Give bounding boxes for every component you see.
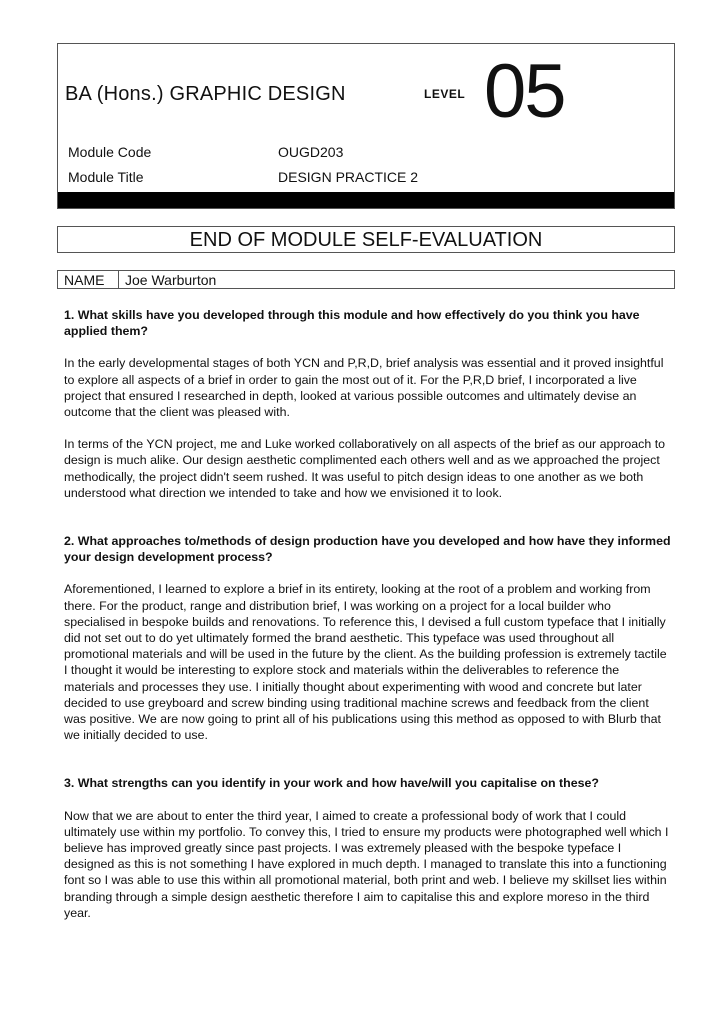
module-title-row [68, 169, 419, 185]
question-1: 1. What skills have you developed through this module and how effectively do you think you have applied them? [64, 308, 640, 339]
module-header [57, 43, 675, 209]
question-3: 3. What strengths can you identify in your work and how have/will you capitalise on these? [64, 776, 599, 791]
module-code-value: OUGD203 [278, 144, 344, 160]
module-code-label: Module Code [68, 144, 152, 160]
module-title-value: DESIGN PRACTICE 2 [278, 169, 419, 185]
evaluation-title: END OF MODULE SELF-EVALUATION [189, 229, 543, 251]
question-2: 2. What approaches to/methods of design production have you developed and how have they informed your design development process? [64, 534, 671, 565]
level-number: 05 [484, 49, 565, 134]
header-divider-bar [58, 192, 674, 208]
name-value: Joe Warburton [125, 272, 217, 288]
answer-3-paragraph-1: Now that we are about to enter the third year, I aimed to create a professional body of work that I could ultimately use within my portfolio. To convey this, I tried to ensure my products were photographed well which I believe has improved greatly since past projects. I was extremely pleased with the bespoke typeface I designed as this is not something I have explored in much depth. I managed to translate this into a functioning font so I was able to use this within all promotional material, both print and web. I believe my skillset lies within branding through a simple design aesthetic therefore I aim to capitalise this and explore moreso in the third year. [64, 808, 669, 920]
module-code-row [68, 144, 344, 160]
name-divider [118, 271, 119, 288]
name-label: NAME [64, 272, 105, 288]
name-field [57, 270, 675, 289]
module-title-label: Module Title [68, 169, 144, 185]
evaluation-title-box [57, 226, 675, 253]
programme-title: BA (Hons.) GRAPHIC DESIGN [65, 83, 346, 105]
answer-2-paragraph-1: Aforementioned, I learned to explore a brief in its entirety, looking at the root of a problem and working from there. For the product, range and distribution brief, I was working on a project for a local builder who specialised in bespoke builds and renovations. To reference this, I devised a full custom typeface that I initially did not set out to do yet ultimately formed the brand aesthetic. This typeface was used throughout all promotional materials and will be used in the future by the client. As the building profession is extremely tactile I thought it would be interesting to explore stock and materials within the deliverables to reference the materials and processes they use. I initially thought about experimenting with wood and concrete but later decided to use greyboard and screw binding using traditional machine screws and feedback from the client was positive. We are now going to print all of his publications using this method as opposed to with Blurb that we initially decided to use. [64, 582, 667, 743]
evaluation-content [64, 307, 672, 921]
level-label: LEVEL [424, 87, 466, 101]
answer-1-paragraph-2: In terms of the YCN project, me and Luke worked collaboratively on all aspects of the brief as our approach to design is much alike. Our design aesthetic complimented each others well and as we approached the project methodically, the project didn't seem rushed. It was useful to pitch design ideas to one another as we both understood what direction we intended to take and how we envisioned it to look. [64, 437, 666, 500]
answer-1-paragraph-1: In the early developmental stages of both YCN and P,R,D, brief analysis was essential and it proved insightful to explore all aspects of a brief in order to gain the most out of it. For the P,R,D brief, I incorporated a live project that ensured I researched in depth, looked at various possible outcomes and ultimately devise an outcome that the client was pleased with. [64, 356, 664, 420]
